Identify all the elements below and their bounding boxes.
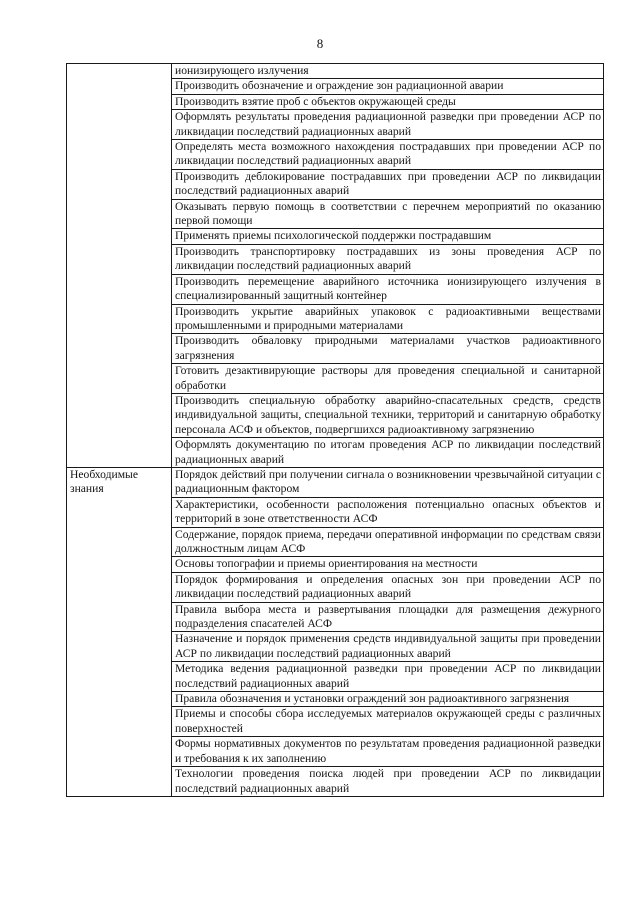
skill-item: Производить перемещение аварийного источника ионизирующего излучения в специализированный защитный контейнер [172, 274, 604, 304]
table-row [67, 64, 604, 79]
table-row [67, 467, 604, 497]
knowledge-item: Характеристики, особенности расположения потенциально опасных объектов и территорий в зоне ответственности АСФ [172, 497, 604, 527]
skill-item: Готовить дезактивирующие растворы для проведения специальной и санитарной обработки [172, 364, 604, 394]
skill-item: Определять места возможного нахождения пострадавших при проведении АСР по ликвидации последствий радиационных аварий [172, 140, 604, 170]
skill-item: Производить специальную обработку аварийно-спасательных средств, средств индивидуальной защиты, специальной техники, территорий и санитарную обработку персонала АСФ и объектов, подвергшихся радиоактивному загрязнению [172, 393, 604, 437]
knowledge-item: Порядок действий при получении сигнала о возникновении чрезвычайной ситуации с радиационным фактором [172, 467, 604, 497]
knowledge-label-cell [67, 467, 172, 796]
page-number: 8 [316, 36, 324, 51]
knowledge-item: Приемы и способы сбора исследуемых материалов окружающей среды с различных поверхностей [172, 707, 604, 737]
skill-item: Производить обозначение и ограждение зон радиационной аварии [172, 79, 604, 94]
knowledge-item: Формы нормативных документов по результатам проведения радиационной разведки и требования к их заполнению [172, 737, 604, 767]
knowledge-item: Порядок формирования и определения опасных зон при проведении АСР по ликвидации последствий радиационных аварий [172, 572, 604, 602]
knowledge-item: Назначение и порядок применения средств индивидуальной защиты при проведении АСР по ликвидации последствий радиационных аварий [172, 632, 604, 662]
skill-item: Производить деблокирование пострадавших при проведении АСР по ликвидации последствий радиационных аварий [172, 169, 604, 199]
competency-table [66, 63, 604, 797]
skill-item: Производить обваловку природными материалами участков радиоактивного загрязнения [172, 334, 604, 364]
skills-label-cell [67, 64, 172, 468]
knowledge-item: Технологии проведения поиска людей при проведении АСР по ликвидации последствий радиационных аварий [172, 767, 604, 797]
knowledge-item: Правила выбора места и развертывания площадки для размещения дежурного подразделения спасателей АСФ [172, 602, 604, 632]
knowledge-item: Правила обозначения и установки ограждений зон радиоактивного загрязнения [172, 692, 604, 707]
skill-item: Оформлять документацию по итогам проведения АСР по ликвидации последствий радиационных аварий [172, 438, 604, 468]
skill-item: ионизирующего излучения [172, 64, 604, 79]
skill-item: Производить укрытие аварийных упаковок с радиоактивными веществами промышленными и природными материалами [172, 304, 604, 334]
knowledge-item: Основы топографии и приемы ориентирования на местности [172, 557, 604, 572]
skill-item: Производить взятие проб с объектов окружающей среды [172, 94, 604, 109]
skill-item: Оказывать первую помощь в соответствии с перечнем мероприятий по оказанию первой помощи [172, 199, 604, 229]
skill-item: Производить транспортировку пострадавших из зоны проведения АСР по ликвидации последствий радиационных аварий [172, 244, 604, 274]
skill-item: Оформлять результаты проведения радиационной разведки при проведении АСР по ликвидации последствий радиационных аварий [172, 110, 604, 140]
knowledge-section-label: Необходимые знания [70, 467, 138, 496]
skill-item: Применять приемы психологической поддержки пострадавшим [172, 229, 604, 244]
knowledge-item: Методика ведения радиационной разведки при проведении АСР по ликвидации последствий радиационных аварий [172, 662, 604, 692]
knowledge-item: Содержание, порядок приема, передачи оперативной информации по средствам связи должностным лицам АСФ [172, 527, 604, 557]
